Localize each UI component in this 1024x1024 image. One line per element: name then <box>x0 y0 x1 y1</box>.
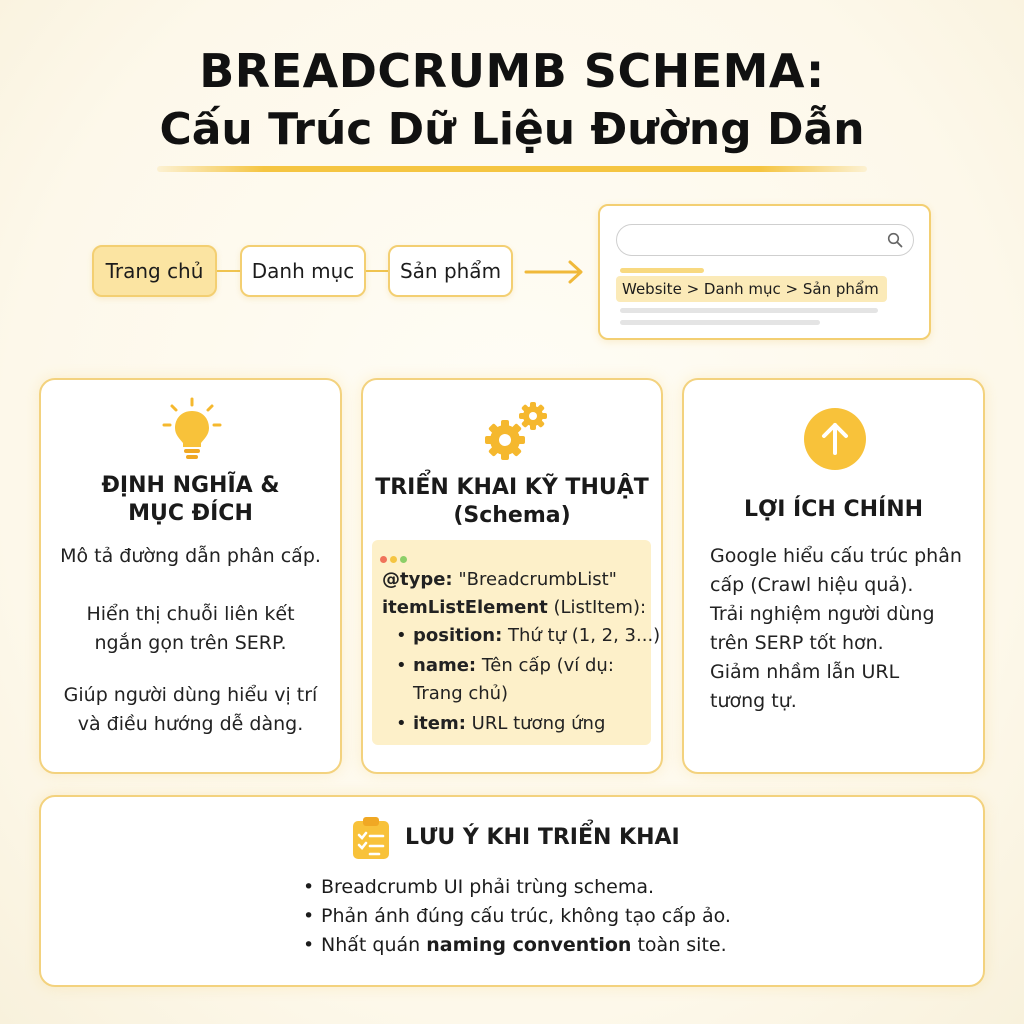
benefits-card <box>682 378 985 774</box>
search-icon <box>887 232 903 248</box>
lightbulb-icon <box>160 397 224 463</box>
serp-snippet-bar <box>620 320 820 325</box>
bullet-dot: • <box>396 713 407 734</box>
breadcrumb-item-home[interactable]: Trang chủ <box>92 245 217 297</box>
definition-card <box>39 378 342 774</box>
note-item-3: Nhất quán naming convention toàn site. <box>321 934 727 956</box>
definition-text-3a: Giúp người dùng hiểu vị trí <box>63 684 318 706</box>
benefit-line-5: Giảm nhầm lẫn URL <box>710 661 900 683</box>
code-list-line: itemListElement (ListItem): <box>382 597 647 618</box>
bullet-dot: • <box>303 905 315 927</box>
breadcrumb-connector <box>366 270 388 272</box>
benefit-line-3: Trải nghiệm người dùng <box>710 603 935 625</box>
code-item-line: item: URL tương ứng <box>413 713 606 734</box>
page-title-line2: Cấu Trúc Dữ Liệu Đường Dẫn <box>159 104 865 155</box>
serp-title-bar <box>620 268 704 273</box>
benefit-line-4: trên SERP tốt hơn. <box>710 632 884 654</box>
search-input[interactable] <box>616 224 914 256</box>
breadcrumb-item-category[interactable]: Danh mục <box>240 245 366 297</box>
bullet-dot: • <box>303 934 315 956</box>
page-title-line1: BREADCRUMB SCHEMA: <box>199 44 825 98</box>
arrow-right-icon <box>524 258 586 286</box>
definition-text-2a: Hiển thị chuỗi liên kết <box>86 603 295 625</box>
serp-snippet-bar <box>620 308 878 313</box>
note-item-1: Breadcrumb UI phải trùng schema. <box>321 876 655 898</box>
title-underline <box>157 166 867 172</box>
code-type-line: @type: "BreadcrumbList" <box>382 569 617 590</box>
technical-title-line1: TRIỂN KHAI KỸ THUẬT <box>375 475 649 500</box>
breadcrumb-item-product[interactable]: Sản phẩm <box>388 245 513 297</box>
arrow-up-icon <box>802 406 868 472</box>
definition-text-2b: ngắn gọn trên SERP. <box>94 632 287 654</box>
notes-card <box>39 795 985 987</box>
definition-text-3b: và điều hướng dễ dàng. <box>77 713 304 735</box>
definition-title-line2: MỤC ĐÍCH <box>128 501 253 526</box>
code-name-line-2: Trang chủ) <box>413 683 509 704</box>
code-name-line: name: Tên cấp (ví dụ: <box>413 655 614 676</box>
benefit-line-2: cấp (Crawl hiệu quả). <box>710 574 914 596</box>
definition-title-line1: ĐỊNH NGHĨA & <box>101 473 280 498</box>
serp-breadcrumb: Website > Danh mục > Sản phẩm <box>616 276 887 302</box>
breadcrumb-connector <box>217 270 240 272</box>
notes-title: LƯU Ý KHI TRIỂN KHAI <box>405 825 680 850</box>
technical-title-line2: (Schema) <box>453 503 571 528</box>
benefit-line-6: tương tự. <box>710 690 797 712</box>
bullet-dot: • <box>396 655 407 676</box>
benefits-title: LỢI ÍCH CHÍNH <box>743 497 924 522</box>
serp-preview <box>598 204 931 340</box>
note-item-2: Phản ánh đúng cấu trúc, không tạo cấp ảo. <box>321 905 731 927</box>
window-dots <box>380 548 410 567</box>
definition-text-1: Mô tả đường dẫn phân cấp. <box>60 545 321 567</box>
benefit-line-1: Google hiểu cấu trúc phân <box>710 545 962 567</box>
clipboard-icon <box>351 815 391 861</box>
code-position-line: position: Thứ tự (1, 2, 3...) <box>413 625 661 646</box>
bullet-dot: • <box>303 876 315 898</box>
schema-code-block <box>372 540 661 745</box>
bullet-dot: • <box>396 625 407 646</box>
gears-icon <box>477 396 553 466</box>
